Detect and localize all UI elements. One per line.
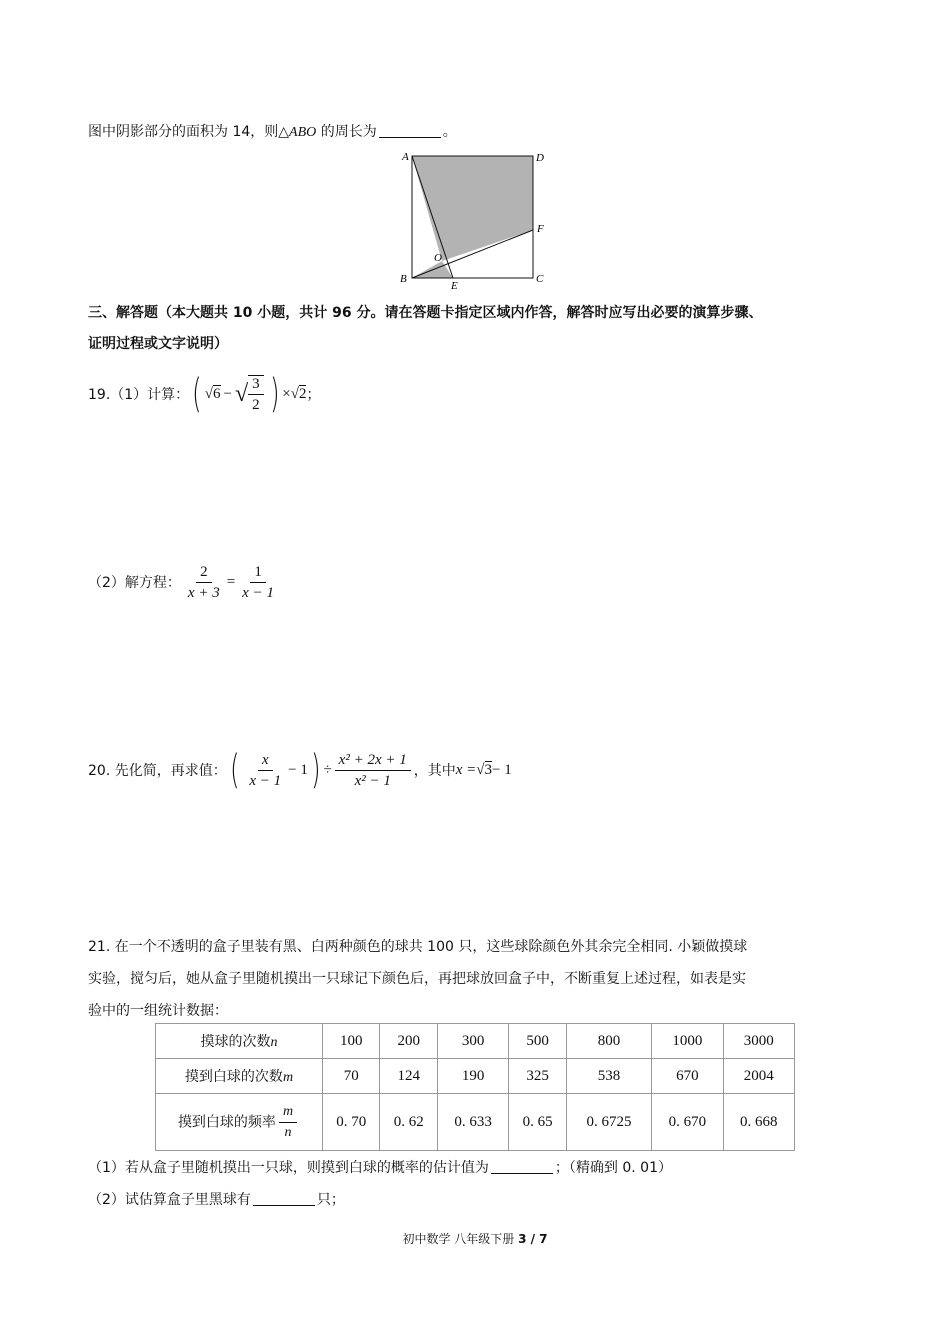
q21-sub1: （1）若从盒子里随机摸出一只球，则摸到白球的概率的估计值为 ；（精确到 0. 01） — [88, 1160, 672, 1176]
table-cell: 3000 — [723, 1024, 794, 1059]
q18-text-b: 的周长为 — [316, 124, 377, 140]
fraction-numerator: x — [258, 752, 273, 771]
fraction-numerator: 1 — [250, 564, 266, 583]
fraction-quadratic — [335, 752, 411, 789]
q21-line1: 21. 在一个不透明的盒子里装有黑、白两种颜色的球共 100 只，这些球除颜色外其余完全相同. 小颖做摸球 — [88, 939, 748, 955]
q21-data-table — [155, 1023, 795, 1151]
var-n: n — [270, 1035, 278, 1050]
table-cell: 0. 70 — [323, 1094, 380, 1151]
page-footer — [0, 1230, 950, 1247]
fraction-denominator: x + 3 — [187, 584, 220, 601]
q20-cond-tail: − 1 — [492, 761, 512, 778]
minus-sign: − — [223, 385, 232, 402]
table-cell: 300 — [437, 1024, 508, 1059]
table-cell: 0. 65 — [509, 1094, 566, 1151]
sqrt-6: √6 — [204, 385, 221, 402]
q21-line2: 实验，搅匀后，她从盒子里随机摸出一只球记下颜色后，再把球放回盒子中，不断重复上述过程，如表是实 — [88, 971, 746, 987]
q18-end: 。 — [442, 124, 457, 140]
fraction-denominator: x² − 1 — [354, 772, 391, 789]
label-o: O — [434, 252, 442, 264]
q19-part2-label: （2）解方程： — [88, 575, 181, 591]
table-cell: 0. 633 — [437, 1094, 508, 1151]
table-header-trials: 摸球的次数n — [156, 1024, 323, 1059]
q18-text: 图中阴影部分的面积为 14，则△ — [88, 124, 290, 140]
fraction-numerator: x² + 2x + 1 — [335, 752, 411, 771]
table-cell: 2004 — [723, 1059, 794, 1094]
table-cell: 190 — [437, 1059, 508, 1094]
label-c: C — [536, 273, 544, 285]
minus-one: − 1 — [288, 761, 308, 778]
q19-label: 19.（1）计算： — [88, 387, 190, 403]
table-cell: 670 — [652, 1059, 723, 1094]
label-b: B — [400, 273, 407, 285]
q18-answer-blank[interactable] — [379, 123, 441, 138]
fraction-m-over-n: $\frac{m}{n}$ — [279, 1104, 297, 1141]
section3-title-line2: 证明过程或文字说明） — [88, 336, 228, 352]
q21-sub1-answer-blank[interactable] — [491, 1159, 553, 1174]
label-f: F — [537, 223, 544, 235]
label-e: E — [451, 280, 458, 290]
q18-triangle-name: ABO — [289, 125, 317, 140]
sqrt-3-over-2 — [248, 375, 264, 413]
divide-sign: ÷ — [323, 761, 332, 778]
q20-cond-lhs: x = — [455, 761, 477, 778]
sqrt-6-radicand: 6 — [213, 385, 221, 402]
q19-part2 — [88, 560, 281, 604]
fraction-denominator: 2 — [252, 397, 260, 413]
table-cell: 100 — [323, 1024, 380, 1059]
page-number: 3 / 7 — [518, 1232, 548, 1246]
square-figure — [395, 148, 555, 290]
q20-label: 20. 先化简，再求值： — [88, 763, 227, 779]
section3-title-line1: 三、解答题（本大题共 10 小题，共计 96 分。请在答题卡指定区域内作答，解答时应写出必要的演算步骤、 — [88, 305, 763, 321]
table-cell: 124 — [380, 1059, 437, 1094]
q19-part1 — [88, 372, 320, 416]
footer-text: 初中数学 八年级下册 — [402, 1232, 519, 1246]
q21-line3: 验中的一组统计数据： — [88, 1003, 228, 1019]
q20-where: ，其中 — [413, 763, 456, 779]
table-header-white-count: 摸到白球的次数m — [156, 1059, 323, 1094]
table-row-trials — [156, 1024, 795, 1059]
sqrt-2: √2 — [290, 385, 307, 402]
equals-sign: = — [226, 573, 236, 590]
label-a: A — [402, 151, 409, 163]
table-cell: 70 — [323, 1059, 380, 1094]
paren-open: ( — [192, 371, 202, 417]
fraction-denominator: x − 1 — [249, 772, 282, 789]
table-cell: 1000 — [652, 1024, 723, 1059]
sqrt-symbol-large: √ — [234, 380, 249, 407]
q18-tail-line — [88, 121, 457, 141]
label-d: D — [536, 152, 544, 164]
sqrt-3: √3 — [476, 761, 492, 778]
q21-sub2: （2）试估算盒子里黑球有 只； — [88, 1192, 345, 1208]
table-cell: 0. 668 — [723, 1094, 794, 1151]
paren-close: ) — [310, 747, 321, 793]
sqrt-3-radicand: 3 — [484, 761, 492, 778]
table-cell: 325 — [509, 1059, 566, 1094]
fraction-numerator: 3 — [248, 376, 264, 395]
table-cell: 800 — [566, 1024, 651, 1059]
fraction-1-over-x-minus-1 — [238, 564, 278, 601]
table-cell: 200 — [380, 1024, 437, 1059]
var-m: m — [282, 1070, 294, 1085]
table-cell: 0. 62 — [380, 1094, 437, 1151]
table-row-white-count — [156, 1059, 795, 1094]
table-header-frequency: 摸到白球的频率 $\frac{m}{n}$ — [156, 1094, 323, 1151]
paren-close: ) — [269, 371, 280, 417]
q21-sub2-answer-blank[interactable] — [253, 1191, 315, 1206]
q20-line — [88, 746, 512, 794]
fraction-numerator: 2 — [196, 564, 212, 583]
fraction-2-over-x-plus-3 — [184, 564, 224, 601]
table-cell: 0. 670 — [652, 1094, 723, 1151]
table-row-frequency — [156, 1094, 795, 1151]
sqrt-2-radicand: 2 — [298, 385, 307, 402]
fraction-x-over-x-minus-1 — [245, 752, 285, 789]
fraction-denominator: x − 1 — [242, 584, 274, 601]
table-cell: 0. 6725 — [566, 1094, 651, 1151]
table-cell: 500 — [509, 1024, 566, 1059]
table-cell: 538 — [566, 1059, 651, 1094]
times-sign: × — [282, 385, 291, 402]
q19-end: ； — [306, 387, 321, 403]
paren-open: ( — [229, 747, 240, 793]
